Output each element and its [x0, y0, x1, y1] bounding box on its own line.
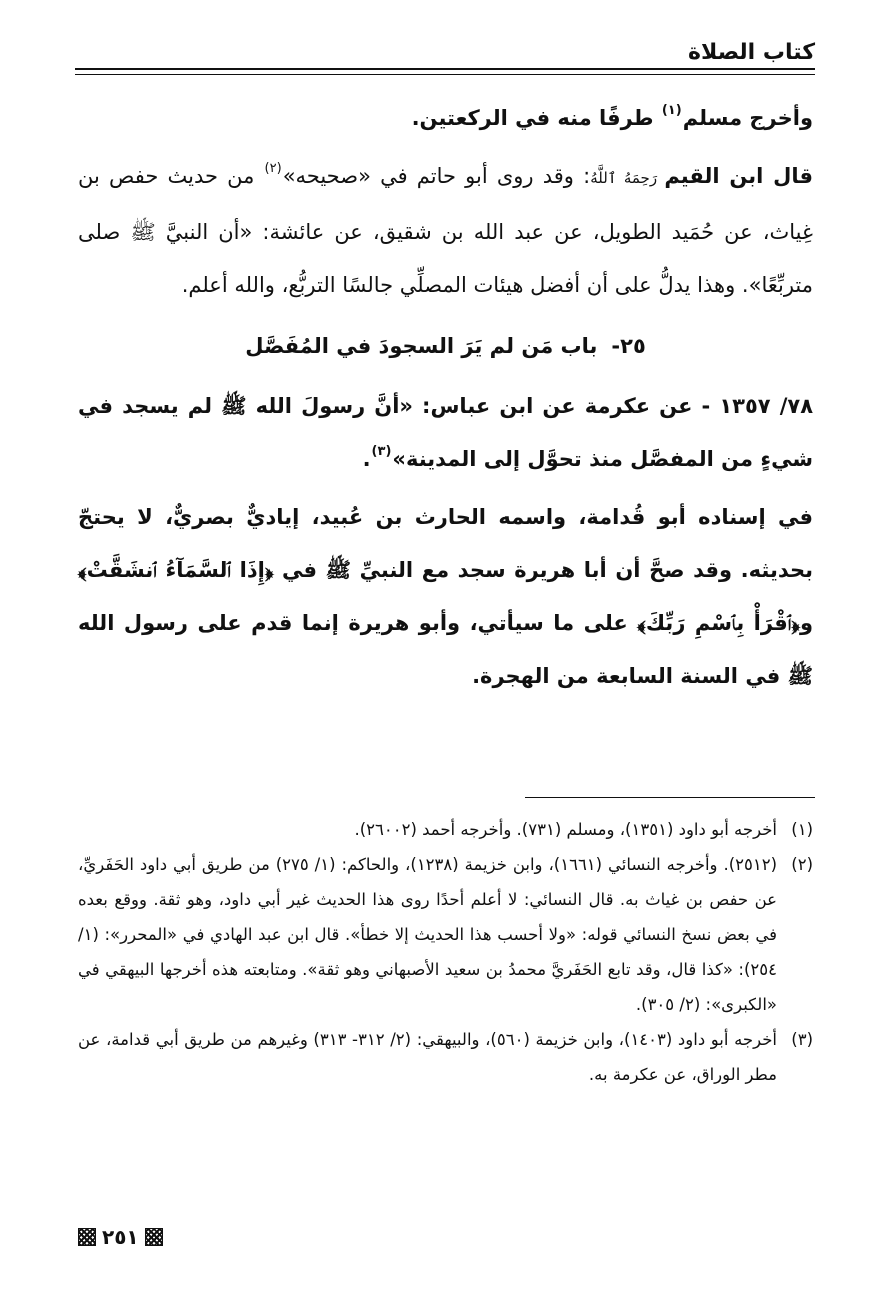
- chapter-heading: [78, 314, 813, 378]
- footnote-2: [78, 847, 813, 1022]
- honorific: رَحِمَهُ ٱللَّهُ: [590, 169, 665, 187]
- footnote-mark: (١): [791, 820, 813, 839]
- header-rule-thin: [75, 74, 815, 75]
- footnotes: [78, 812, 813, 1092]
- hadith-paragraph: [78, 380, 813, 489]
- running-header: كتاب الصلاة: [688, 40, 815, 65]
- chapter-number: ٢٥-: [611, 334, 646, 358]
- page-folio: [78, 1225, 163, 1249]
- hadith-number: ٧٨/ ١٣٥٧ -: [701, 394, 814, 418]
- footnote-mark: (٣): [791, 1030, 813, 1049]
- footnote-ref-1[interactable]: (١): [661, 103, 682, 118]
- footnote-ref-3[interactable]: (٣): [371, 444, 392, 459]
- footnote-text: أخرجه أبو داود (١٣٥١)، ومسلم (٧٣١). وأخرجه أحمد (٢٦٠٠٢).: [354, 820, 777, 839]
- hadith-text: .: [362, 447, 371, 471]
- paragraph-muslim: [78, 92, 813, 148]
- hadith-text: عن عكرمة عن ابن عباس: «أنَّ رسولَ الله ﷺ لم يسجد في شيءٍ من المفصَّل منذ تحوَّل إلى المدينة»: [78, 394, 813, 471]
- main-text: [78, 92, 813, 705]
- paragraph-text: طرفًا منه في الركعتين.: [411, 106, 661, 130]
- header-rule-thick: [75, 68, 815, 70]
- footnote-separator: [525, 797, 815, 798]
- commentary-text: في إسناده أبو قُدامة، واسمه الحارث بن عُبيد، إياديٌّ بصريٌّ، لا يحتجّ بحديثه. وقد صحَّ أن أبا هريرة سجد مع النبيِّ ﷺ في ﴿إِذَا ٱلسَّمَآءُ ٱنشَقَّتْ﴾ و﴿ٱقْرَأْ بِٱسْمِ رَبِّكَ﴾ على ما سيأتي، وأبو هريرة إنما قدم على رسول الله ﷺ في السنة السابعة من الهجرة.: [78, 505, 813, 688]
- commentary-paragraph: [78, 491, 813, 703]
- footnote-ref-2[interactable]: (٢): [264, 161, 282, 176]
- footnote-3: [78, 1022, 813, 1092]
- paragraph-text: : وقد روى أبو حاتم في «صحيحه»: [282, 164, 591, 188]
- paragraph-text: وأخرج مسلم: [682, 106, 813, 130]
- paragraph-text: من حديث حفص بن غِياث، عن حُمَيد الطويل، عن عبد الله بن شقيق، عن عائشة: «أن النبيَّ ﷺ صلى متربِّعًا». وهذا يدلُّ على أن أفضل هيئات المصلِّي جالسًا التربُّع، والله أعلم.: [78, 164, 813, 297]
- page-number: ٢٥١: [102, 1225, 139, 1249]
- paragraph-ibn-qayyim: [78, 150, 813, 312]
- footnote-mark: (٢): [791, 855, 813, 874]
- chapter-title: باب مَن لم يَرَ السجودَ في المُفَصَّل: [245, 334, 598, 358]
- ornament-icon: [78, 1228, 96, 1246]
- footnote-text: أخرجه أبو داود (١٤٠٣)، وابن خزيمة (٥٦٠)، والبيهقي: (٢/ ٣١٢- ٣١٣) وغيرهم من طريق أبي قدامة، عن مطر الوراق، عن عكرمة به.: [78, 1030, 778, 1084]
- speaker-name: قال ابن القيم: [664, 164, 814, 188]
- ornament-icon: [145, 1228, 163, 1246]
- footnote-1: [78, 812, 813, 847]
- footnote-text: (٢٥١٢). وأخرجه النسائي (١٦٦١)، وابن خزيمة (١٢٣٨)، والحاكم: (١/ ٢٧٥) من طريق أبي داود الحَفَريِّ، عن حفص بن غياث به. قال النسائي: لا أعلم أحدًا روى هذا الحديث غير أبي داود، وهو ثقة. ووقع بعده في بعض نسخ النسائي قوله: «ولا أحسب هذا الحديث إلا خطأ». قال ابن عبد الهادي في «المحرر»: (١/ ٢٥٤): «كذا قال، وقد تابع الحَفَريَّ محمدُ بن سعيد الأصبهاني وهو ثقة». ومتابعته هذه أخرجها البيهقي في «الكبرى»: (٢/ ٣٠٥).: [78, 855, 778, 1014]
